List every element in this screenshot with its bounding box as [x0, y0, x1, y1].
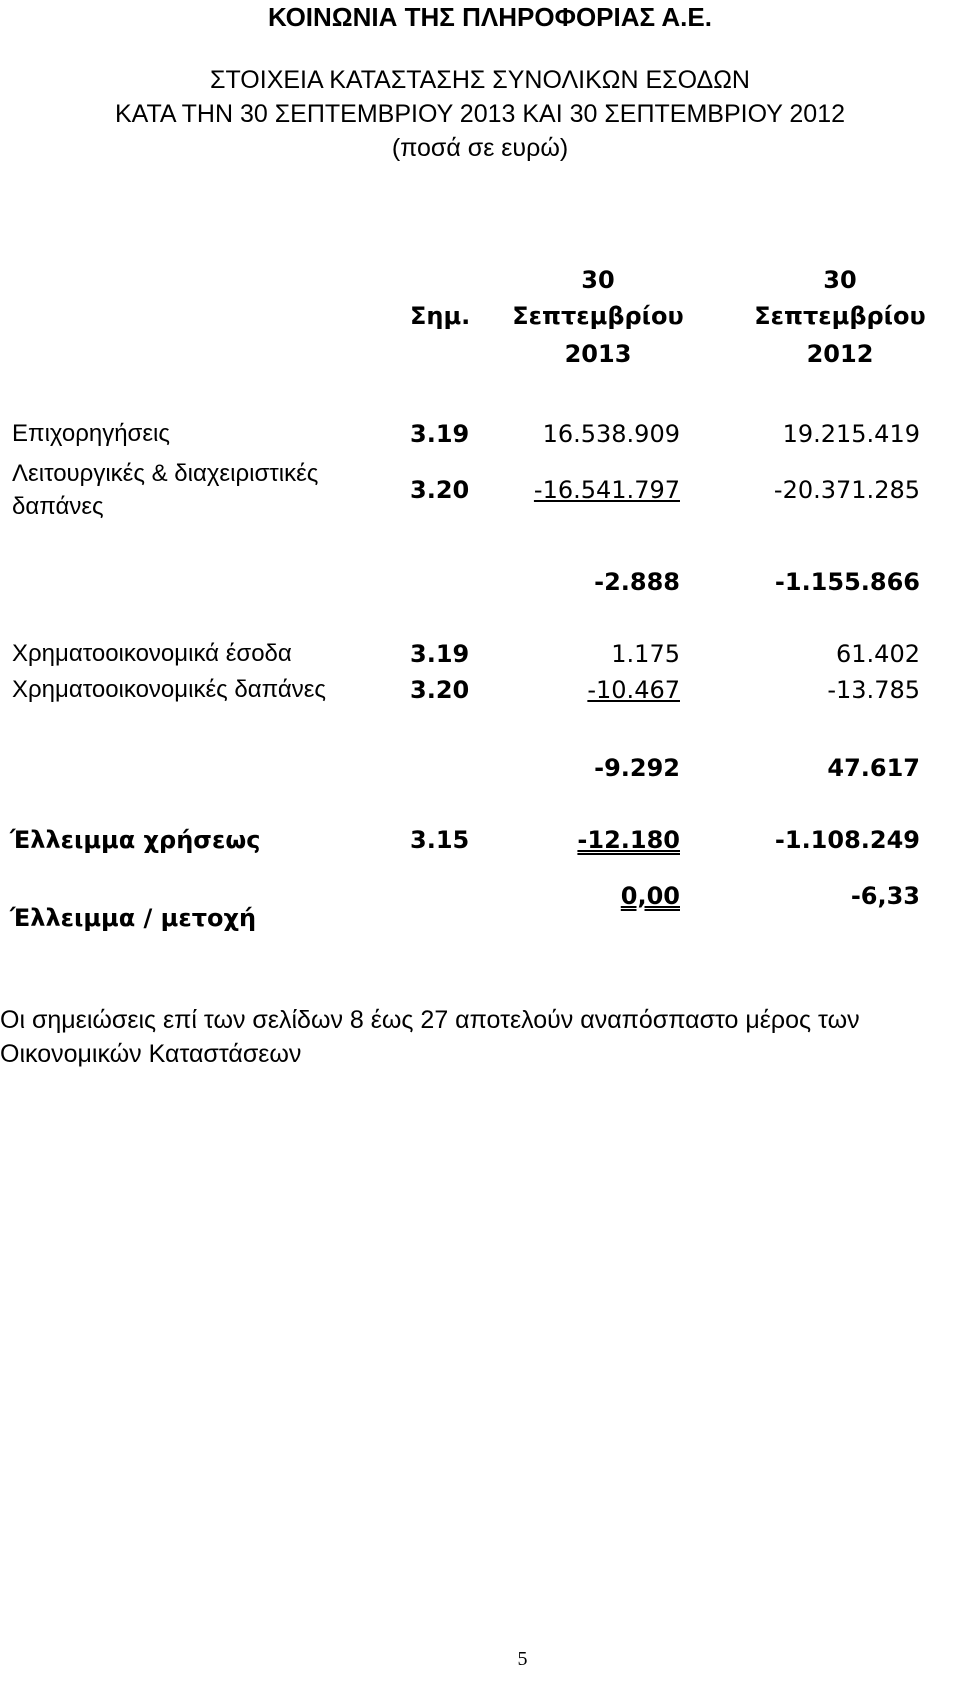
- column-2012-year: 2012: [806, 340, 874, 368]
- row-2013-deficit-per-share: 0,00: [620, 882, 680, 910]
- row-label-grants: Επιχορηγήσεις: [12, 420, 170, 447]
- column-2013-month: Σεπτεμβρίου: [512, 302, 684, 330]
- row-label-financial-expenses: Χρηματοοικονομικές δαπάνες: [12, 676, 326, 703]
- column-2013-year: 2013: [564, 340, 632, 368]
- row-note-deficit: 3.15: [410, 826, 470, 854]
- row-2013-financial-expenses: -10.467: [587, 676, 680, 704]
- footnote-line-1: Οι σημειώσεις επί των σελίδων 8 έως 27 αποτελούν αναπόσπαστο μέρος των: [0, 1006, 860, 1034]
- row-note-financial-income: 3.19: [410, 640, 470, 668]
- row-label-operating-line1: Λειτουργικές & διαχειριστικές: [12, 460, 319, 487]
- company-name: ΚΟΙΝΩΝΙΑ ΤΗΣ ΠΛΗΡΟΦΟΡΙΑΣ Α.Ε.: [268, 2, 712, 32]
- column-2012-month: Σεπτεμβρίου: [754, 302, 926, 330]
- currency-note: (ποσά σε ευρώ): [391, 134, 569, 162]
- row-label-operating-line2: δαπάνες: [12, 493, 104, 520]
- row-note-financial-expenses: 3.20: [410, 676, 470, 704]
- subtotal-1-2012: -1.155.866: [774, 568, 920, 596]
- page-number: 5: [517, 1648, 528, 1670]
- statement-period: ΚΑΤΑ ΤΗΝ 30 ΣΕΠΤΕΜΒΡΙΟΥ 2013 ΚΑΙ 30 ΣΕΠΤΕΜΒΡΙΟΥ 2012: [114, 100, 846, 128]
- note-column-header: Σημ.: [410, 302, 471, 330]
- row-2013-grants: 16.538.909: [542, 420, 680, 448]
- column-2012-day: 30: [823, 266, 857, 294]
- row-2013-operating: -16.541.797: [533, 476, 680, 504]
- statement-title: ΣΤΟΙΧΕΙΑ ΚΑΤΑΣΤΑΣΗΣ ΣΥΝΟΛΙΚΩΝ ΕΣΟΔΩΝ: [210, 66, 750, 94]
- column-2013-day: 30: [581, 266, 615, 294]
- row-label-deficit: Έλλειμμα χρήσεως: [10, 826, 261, 854]
- row-2012-financial-expenses: -13.785: [827, 676, 920, 704]
- row-2013-financial-income: 1.175: [611, 640, 680, 668]
- row-note-operating: 3.20: [410, 476, 470, 504]
- subtotal-2-2013: -9.292: [594, 754, 680, 782]
- row-2012-deficit-per-share: -6,33: [850, 882, 920, 910]
- row-label-deficit-per-share: Έλλειμμα / μετοχή: [10, 904, 257, 932]
- row-2012-operating: -20.371.285: [773, 476, 920, 504]
- row-label-financial-income: Χρηματοοικονομικά έσοδα: [12, 640, 292, 667]
- row-note-grants: 3.19: [410, 420, 470, 448]
- row-2012-financial-income: 61.402: [836, 640, 920, 668]
- subtotal-1-2013: -2.888: [594, 568, 680, 596]
- row-2012-grants: 19.215.419: [782, 420, 920, 448]
- subtotal-2-2012: 47.617: [827, 754, 920, 782]
- footnote-line-2: Οικονομικών Καταστάσεων: [0, 1040, 302, 1068]
- row-2013-deficit: -12.180: [577, 826, 680, 854]
- row-2012-deficit: -1.108.249: [774, 826, 920, 854]
